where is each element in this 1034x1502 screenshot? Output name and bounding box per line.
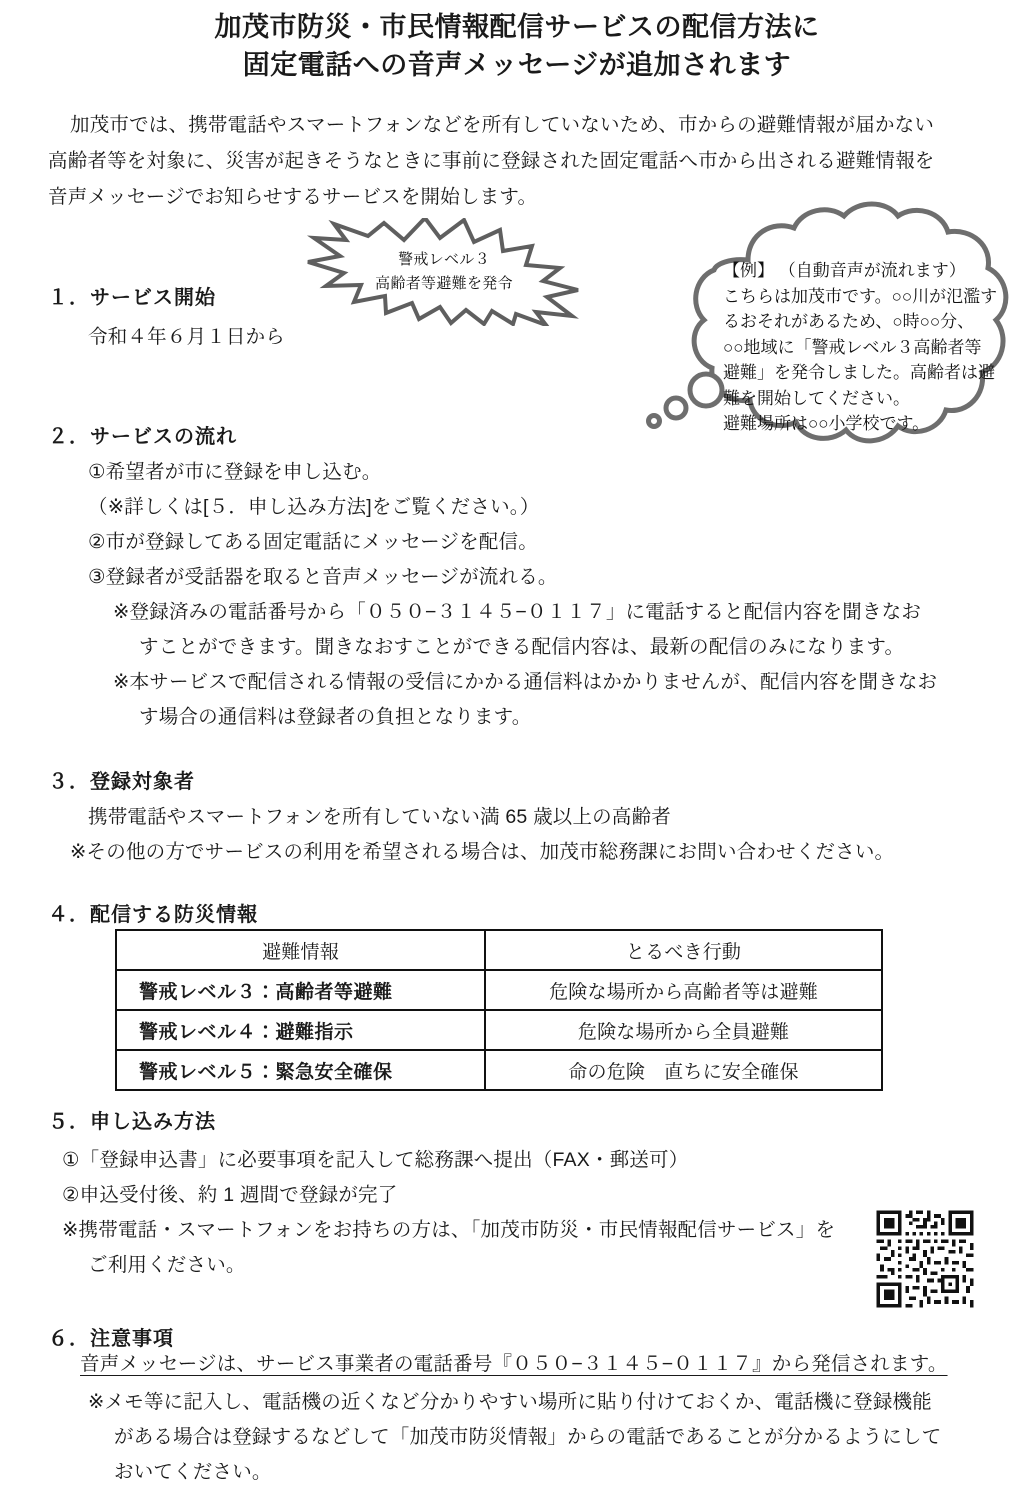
section-2-note-2-line-1: ※本サービスで配信される情報の受信にかかる通信料はかかりませんが、配信内容を聞きなお	[113, 671, 938, 693]
title-line-2: 固定電話への音声メッセージが追加されます	[242, 50, 792, 80]
table-header-action: とるべき行動	[485, 930, 882, 970]
section-6-note-line-2: がある場合は登録するなどして「加茂市防災情報」からの電話であることが分かるようにして	[114, 1426, 942, 1448]
section-2-step-1: ①希望者が市に登録を申し込む。	[88, 461, 382, 483]
section-5-step-2: ②申込受付後、約 1 週間で登録が完了	[62, 1184, 398, 1206]
table-header-row	[116, 930, 882, 970]
table-row	[116, 970, 882, 1010]
section-1-body	[88, 320, 285, 355]
bubble-line-1: 【例】 （自動音声が流れます）	[723, 261, 966, 280]
table-cell-action-5: 命の危険 直ちに安全確保	[485, 1050, 882, 1090]
section-2-note-1	[113, 595, 921, 665]
section-1-body-line-1: 令和４年６月１日から	[88, 326, 286, 348]
section-5-body	[62, 1143, 835, 1283]
table-cell-action-3: 危険な場所から高齢者等は避難	[485, 970, 882, 1010]
section-2-heading: ２．サービスの流れ	[48, 426, 237, 448]
bubble-line-2: こちらは加茂市です。○○川が氾濫す	[723, 286, 998, 306]
section-5-step-1: ①「登録申込書」に必要事項を記入して総務課へ提出（FAX・郵送可）	[62, 1149, 689, 1171]
intro-line-1: 加茂市では、携帯電話やスマートフォンなどを所有していないため、市からの避難情報が届かない	[70, 114, 935, 136]
section-2-step-1-note: （※詳しくは[５．申し込み方法]をご覧ください。）	[88, 496, 540, 518]
page-title	[0, 8, 1034, 84]
table-cell-action-4: 危険な場所から全員避難	[485, 1010, 882, 1050]
disaster-info-table	[115, 929, 883, 1091]
section-2-note-2	[113, 665, 937, 735]
section-2-steps	[88, 455, 558, 595]
section-3-note	[70, 835, 894, 870]
section-2-note-1-line-2: すことができます。聞きなおすことができる配信内容は、最新の配信のみになります。	[139, 636, 905, 658]
section-6-note	[88, 1385, 941, 1490]
section-6-underlined-line: 音声メッセージは、サービス事業者の電話番号『０５０−３１４５−０１１７』から発信されます。	[80, 1353, 948, 1375]
bubble-line-6: 難を開始してください。	[723, 388, 910, 408]
bubble-line-5: 避難」を発令しました。高齢者は避	[723, 363, 995, 382]
section-5-heading: ５．申し込み方法	[48, 1111, 216, 1133]
section-3-body-line-1: 携帯電話やスマートフォンを所有していない満 65 歳以上の高齢者	[88, 806, 671, 828]
title-line-1: 加茂市防災・市民情報配信サービスの配信方法に	[214, 12, 820, 42]
table-row	[116, 1010, 882, 1050]
table-row	[116, 1050, 882, 1090]
intro-line-3: 音声メッセージでお知らせするサービスを開始します。	[48, 186, 538, 208]
table-cell-level-5: 警戒レベル５：緊急安全確保	[116, 1050, 485, 1090]
section-4-heading: ４．配信する防災情報	[48, 904, 258, 926]
bubble-line-4: ○○地域に「警戒レベル３高齢者等	[723, 337, 982, 357]
section-6-heading: ６．注意事項	[48, 1328, 174, 1350]
section-6-note-line-1: ※メモ等に記入し、電話機の近くなど分かりやすい場所に貼り付けておくか、電話機に登録機能	[88, 1391, 932, 1413]
section-2-step-3: ③登録者が受話器を取ると音声メッセージが流れる。	[88, 566, 558, 588]
qr-code	[873, 1207, 977, 1311]
section-6-note-line-3: おいてください。	[114, 1461, 272, 1483]
table-header-evacuation-info: 避難情報	[116, 930, 485, 970]
section-2-note-1-line-1: ※登録済みの電話番号から「０５０−３１４５−０１１７」に電話すると配信内容を聞きなお	[113, 601, 922, 623]
thought-bubble-text	[723, 258, 1005, 437]
section-5-note-line-1: ※携帯電話・スマートフォンをお持ちの方は、「加茂市防災・市民情報配信サービス」を	[62, 1219, 836, 1241]
section-3-note-line-1: ※その他の方でサービスの利用を希望される場合は、加茂市総務課にお問い合わせください。	[70, 841, 895, 863]
intro-line-2: 高齢者等を対象に、災害が起きそうなときに事前に登録された固定電話へ市から出される避難情報を	[48, 150, 935, 172]
table-cell-level-3: 警戒レベル３：高齢者等避難	[116, 970, 485, 1010]
section-2-step-2: ②市が登録してある固定電話にメッセージを配信。	[88, 531, 538, 553]
table-cell-level-4: 警戒レベル４：避難指示	[116, 1010, 485, 1050]
section-3-body	[88, 800, 671, 835]
starburst-callout	[288, 218, 588, 326]
section-2-note-2-line-2: す場合の通信料は登録者の負担となります。	[139, 706, 532, 728]
bubble-line-7: 避難場所は○○小学校です。	[723, 414, 930, 433]
qr-code-image	[873, 1207, 977, 1311]
section-5-note-line-2: ご利用ください。	[88, 1254, 246, 1276]
bubble-line-3: るおそれがあるため、○時○○分、	[723, 312, 975, 331]
starburst-line-2: 高齢者等避難を発令	[375, 275, 513, 292]
starburst-text	[288, 218, 588, 326]
section-6-underlined-note	[80, 1347, 948, 1382]
starburst-line-1: 警戒レベル３	[398, 251, 490, 268]
section-1-heading: １．サービス開始	[48, 287, 216, 309]
section-3-heading: ３．登録対象者	[48, 771, 195, 793]
